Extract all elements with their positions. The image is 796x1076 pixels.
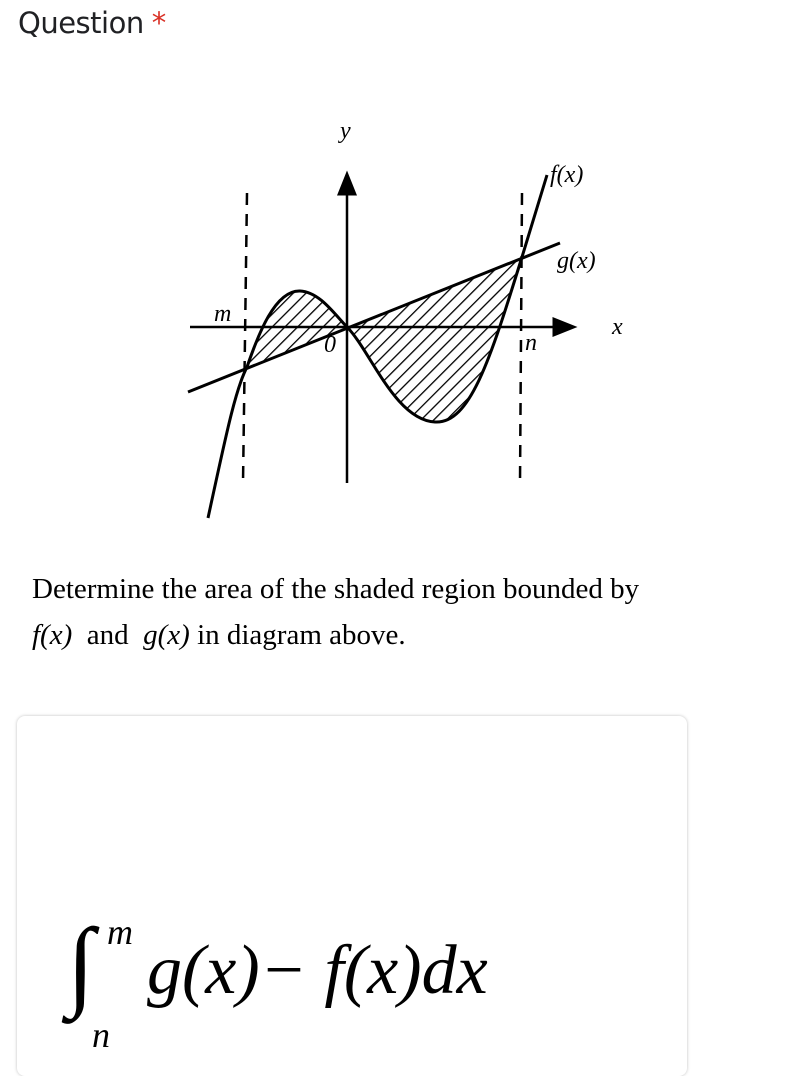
y-axis-label: y: [340, 118, 351, 144]
g-label: g(x): [557, 248, 596, 274]
answer-card[interactable]: [17, 716, 687, 1076]
prompt-g: g(x): [143, 619, 190, 651]
prompt-line1: Determine the area of the shaded region bounded by: [32, 573, 640, 605]
n-dashed-line: [520, 193, 522, 483]
integral-sign: ∫: [67, 908, 95, 1019]
function-diagram: [0, 100, 796, 530]
f-label: f(x): [550, 162, 584, 188]
lower-limit: n: [92, 1015, 110, 1055]
prompt-f: f(x): [32, 619, 73, 651]
question-prompt: [32, 566, 782, 658]
m-dashed-line: [243, 193, 247, 483]
prompt-and: and: [86, 619, 129, 651]
prompt-rest: in diagram above.: [197, 619, 406, 651]
x-axis-label: x: [612, 314, 623, 340]
n-label: n: [525, 330, 537, 356]
question-title: [18, 6, 166, 40]
question-label: Question: [18, 6, 144, 40]
shaded-region: [247, 257, 522, 422]
required-asterisk: *: [151, 6, 166, 40]
origin-label: 0: [324, 332, 336, 358]
m-label: m: [214, 301, 232, 327]
upper-limit: m: [107, 912, 133, 952]
integrand: g(x)− f(x)dx: [147, 932, 488, 1009]
